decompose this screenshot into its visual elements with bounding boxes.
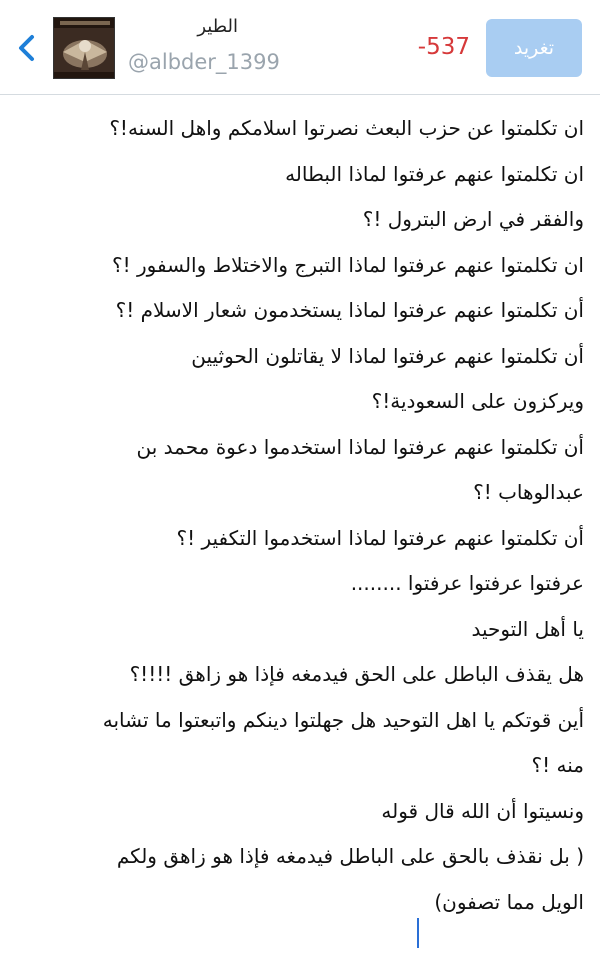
display-name: الطير xyxy=(197,16,238,37)
text-line: يا أهل التوحيد xyxy=(471,616,584,641)
tweet-compose-area[interactable] xyxy=(0,96,600,955)
text-line: والفقر في ارض البترول !؟ xyxy=(362,207,584,231)
text-line: أن تكلمتوا عنهم عرفتوا لماذا استخدموا التكفير !؟ xyxy=(176,525,584,550)
avatar xyxy=(53,17,115,79)
tweet-button[interactable]: تغريد xyxy=(486,19,582,77)
text-line: ونسيتوا أن الله قال قوله xyxy=(381,798,584,823)
text-line: الويل مما تصفون) xyxy=(434,889,584,914)
text-line: أين قوتكم يا اهل التوحيد هل جهلتوا دينكم واتبعتوا ما تشابه xyxy=(102,707,584,732)
tweet-text[interactable] xyxy=(9,106,584,925)
chevron-left-icon xyxy=(12,30,42,66)
text-line: ( بل نقذف بالحق على الباطل فيدمغه فإذا هو زاهق ولكم xyxy=(116,844,584,868)
back-button[interactable] xyxy=(12,30,42,66)
text-line: أن تكلمتوا عنهم عرفتوا لماذا لا يقاتلون الحوثيين xyxy=(191,343,584,368)
text-line: ان تكلمتوا عن حزب البعث نصرتوا اسلامكم واهل السنه!؟ xyxy=(109,116,584,140)
text-cursor xyxy=(417,918,419,948)
text-line: هل يقذف الباطل على الحق فيدمغه فإذا هو زاهق !!!!؟ xyxy=(129,662,584,686)
character-count: -537 xyxy=(417,34,470,60)
text-line: عبدالوهاب !؟ xyxy=(473,480,584,504)
text-line: عرفتوا عرفتوا عرفتوا ........ xyxy=(350,571,584,595)
text-line: ان تكلمتوا عنهم عرفتوا لماذا البطاله xyxy=(285,161,584,186)
avatar-image xyxy=(54,18,115,79)
user-handle: @albder_1399 xyxy=(128,50,280,74)
text-line: أن تكلمتوا عنهم عرفتوا لماذا يستخدمون شعار الاسلام !؟ xyxy=(115,298,584,322)
compose-header xyxy=(0,0,600,95)
text-line: منه !؟ xyxy=(531,753,584,777)
text-line: ويركزون على السعودية!؟ xyxy=(371,389,584,413)
text-line: ان تكلمتوا عنهم عرفتوا لماذا التبرج والاختلاط والسفور !؟ xyxy=(112,252,584,277)
text-line: أن تكلمتوا عنهم عرفتوا لماذا استخدموا دعوة محمد بن xyxy=(136,434,584,459)
